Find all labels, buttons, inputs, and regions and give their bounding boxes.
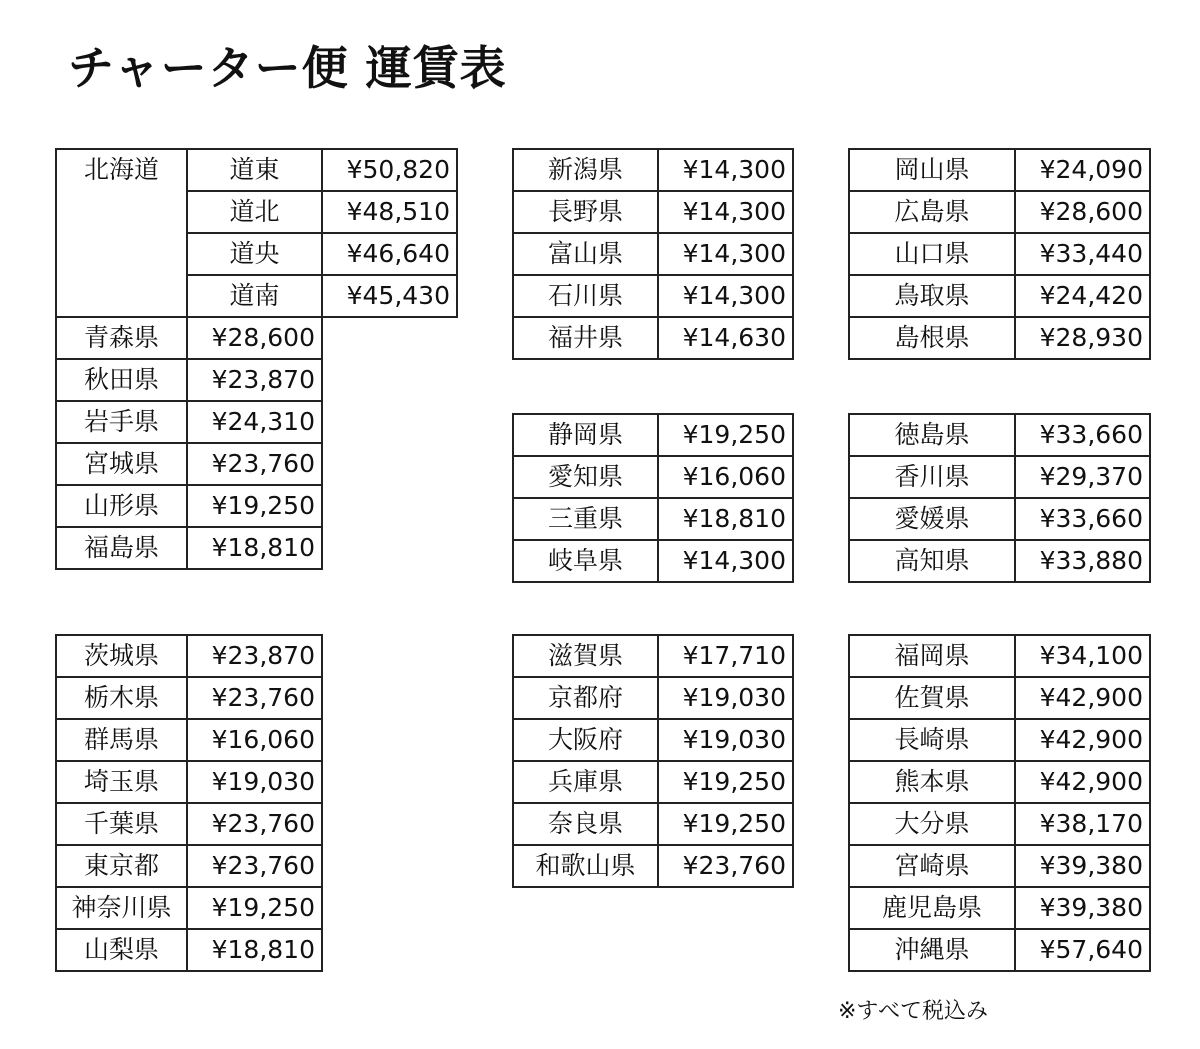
prefecture-name: 福島県 <box>56 527 187 569</box>
table-row <box>849 149 1150 191</box>
prefecture-name: 沖縄県 <box>849 929 1015 971</box>
table-row <box>56 317 457 359</box>
prefecture-price: ¥14,300 <box>658 275 793 317</box>
table-row <box>849 845 1150 887</box>
prefecture-price: ¥14,300 <box>658 540 793 582</box>
prefecture-name: 島根県 <box>849 317 1015 359</box>
table-hokkaido-tohoku <box>55 148 458 570</box>
prefecture-price: ¥23,870 <box>187 635 322 677</box>
prefecture-name: 石川県 <box>513 275 658 317</box>
prefecture-name: 宮崎県 <box>849 845 1015 887</box>
prefecture-name: 愛媛県 <box>849 498 1015 540</box>
area-name: 道南 <box>187 275 322 317</box>
prefecture-price: ¥23,760 <box>187 845 322 887</box>
area-name: 道北 <box>187 191 322 233</box>
table-row <box>56 677 322 719</box>
area-name: 道東 <box>187 149 322 191</box>
table-row <box>849 803 1150 845</box>
table-row <box>56 359 457 401</box>
prefecture-name: 和歌山県 <box>513 845 658 887</box>
table-row <box>849 719 1150 761</box>
prefecture-price: ¥19,250 <box>658 414 793 456</box>
prefecture-name: 山口県 <box>849 233 1015 275</box>
prefecture-name: 福岡県 <box>849 635 1015 677</box>
prefecture-price: ¥16,060 <box>658 456 793 498</box>
prefecture-name: 大分県 <box>849 803 1015 845</box>
prefecture-price: ¥24,090 <box>1015 149 1150 191</box>
area-price: ¥46,640 <box>322 233 457 275</box>
table-row <box>513 498 793 540</box>
table-row <box>513 233 793 275</box>
table-row <box>513 719 793 761</box>
table-kyushu <box>848 634 1151 972</box>
prefecture-name: 鹿児島県 <box>849 887 1015 929</box>
prefecture-price: ¥23,760 <box>187 803 322 845</box>
table-row <box>513 761 793 803</box>
prefecture-name: 広島県 <box>849 191 1015 233</box>
table-row <box>56 527 457 569</box>
table-chugoku <box>848 148 1151 360</box>
prefecture-price: ¥14,300 <box>658 149 793 191</box>
table-row <box>849 635 1150 677</box>
table-row <box>849 233 1150 275</box>
table-kinki <box>512 634 794 888</box>
prefecture-name: 鳥取県 <box>849 275 1015 317</box>
prefecture-price: ¥18,810 <box>187 527 322 569</box>
prefecture-price: ¥33,440 <box>1015 233 1150 275</box>
prefecture-name: 長野県 <box>513 191 658 233</box>
table-row <box>849 887 1150 929</box>
table-row <box>513 317 793 359</box>
area-price: ¥45,430 <box>322 275 457 317</box>
prefecture-name: 山形県 <box>56 485 187 527</box>
table-row <box>56 485 457 527</box>
empty-cell <box>322 401 457 443</box>
prefecture-name: 茨城県 <box>56 635 187 677</box>
prefecture-price: ¥23,760 <box>658 845 793 887</box>
table-row <box>849 761 1150 803</box>
prefecture-name: 香川県 <box>849 456 1015 498</box>
table-row <box>849 414 1150 456</box>
prefecture-name: 千葉県 <box>56 803 187 845</box>
empty-cell <box>322 485 457 527</box>
area-name: 道央 <box>187 233 322 275</box>
prefecture-price: ¥19,250 <box>658 761 793 803</box>
prefecture-name: 愛知県 <box>513 456 658 498</box>
table-row <box>56 803 322 845</box>
prefecture-name: 熊本県 <box>849 761 1015 803</box>
prefecture-price: ¥19,250 <box>658 803 793 845</box>
page-title: チャーター便 運賃表 <box>68 41 507 95</box>
table-row <box>513 456 793 498</box>
prefecture-name: 群馬県 <box>56 719 187 761</box>
table-row <box>849 317 1150 359</box>
table-row <box>849 677 1150 719</box>
prefecture-name: 富山県 <box>513 233 658 275</box>
prefecture-name: 栃木県 <box>56 677 187 719</box>
prefecture-price: ¥19,030 <box>658 677 793 719</box>
area-price: ¥48,510 <box>322 191 457 233</box>
prefecture-name: 岡山県 <box>849 149 1015 191</box>
table-row <box>513 149 793 191</box>
prefecture-name: 高知県 <box>849 540 1015 582</box>
prefecture-price: ¥24,310 <box>187 401 322 443</box>
table-row <box>56 149 457 191</box>
prefecture-price: ¥17,710 <box>658 635 793 677</box>
table-row <box>56 401 457 443</box>
table-row <box>513 635 793 677</box>
table-row <box>56 761 322 803</box>
prefecture-name: 大阪府 <box>513 719 658 761</box>
prefecture-price: ¥19,030 <box>187 761 322 803</box>
table-row <box>513 191 793 233</box>
table-row <box>849 275 1150 317</box>
prefecture-name: 京都府 <box>513 677 658 719</box>
prefecture-name: 三重県 <box>513 498 658 540</box>
prefecture-name: 秋田県 <box>56 359 187 401</box>
prefecture-name: 静岡県 <box>513 414 658 456</box>
prefecture-price: ¥14,300 <box>658 233 793 275</box>
table-row <box>56 635 322 677</box>
table-row <box>513 803 793 845</box>
prefecture-price: ¥14,630 <box>658 317 793 359</box>
prefecture-price: ¥23,760 <box>187 443 322 485</box>
table-row <box>849 540 1150 582</box>
prefecture-price: ¥19,250 <box>187 887 322 929</box>
prefecture-name: 岩手県 <box>56 401 187 443</box>
prefecture-name: 兵庫県 <box>513 761 658 803</box>
prefecture-price: ¥24,420 <box>1015 275 1150 317</box>
prefecture-price: ¥42,900 <box>1015 761 1150 803</box>
table-row <box>56 443 457 485</box>
empty-cell <box>322 317 457 359</box>
prefecture-name: 奈良県 <box>513 803 658 845</box>
table-row <box>513 845 793 887</box>
prefecture-name: 宮城県 <box>56 443 187 485</box>
prefecture-price: ¥33,660 <box>1015 414 1150 456</box>
prefecture-price: ¥19,030 <box>658 719 793 761</box>
prefecture-name: 徳島県 <box>849 414 1015 456</box>
prefecture-price: ¥28,600 <box>187 317 322 359</box>
table-kanto <box>55 634 323 972</box>
prefecture-price: ¥18,810 <box>187 929 322 971</box>
prefecture-price: ¥39,380 <box>1015 887 1150 929</box>
prefecture-price: ¥28,600 <box>1015 191 1150 233</box>
table-tokai <box>512 413 794 583</box>
tax-note: ※すべて税込み <box>838 999 988 1024</box>
table-row <box>849 498 1150 540</box>
table-row <box>849 929 1150 971</box>
table-row <box>849 191 1150 233</box>
table-row <box>56 929 322 971</box>
table-row <box>849 456 1150 498</box>
empty-cell <box>322 443 457 485</box>
prefecture-name: 佐賀県 <box>849 677 1015 719</box>
prefecture-price: ¥33,880 <box>1015 540 1150 582</box>
prefecture-price: ¥19,250 <box>187 485 322 527</box>
prefecture-price: ¥14,300 <box>658 191 793 233</box>
prefecture-name: 東京都 <box>56 845 187 887</box>
prefecture-name: 新潟県 <box>513 149 658 191</box>
prefecture-price: ¥28,930 <box>1015 317 1150 359</box>
prefecture-name: 神奈川県 <box>56 887 187 929</box>
area-price: ¥50,820 <box>322 149 457 191</box>
empty-cell <box>322 527 457 569</box>
prefecture-name: 滋賀県 <box>513 635 658 677</box>
table-row <box>513 540 793 582</box>
prefecture-price: ¥23,760 <box>187 677 322 719</box>
prefecture-price: ¥18,810 <box>658 498 793 540</box>
table-row <box>513 275 793 317</box>
prefecture-price: ¥42,900 <box>1015 677 1150 719</box>
prefecture-price: ¥23,870 <box>187 359 322 401</box>
empty-cell <box>322 359 457 401</box>
table-row <box>513 414 793 456</box>
prefecture-name: 福井県 <box>513 317 658 359</box>
prefecture-price: ¥38,170 <box>1015 803 1150 845</box>
prefecture-price: ¥57,640 <box>1015 929 1150 971</box>
table-row <box>56 719 322 761</box>
prefecture-name: 青森県 <box>56 317 187 359</box>
region-name: 北海道 <box>56 149 187 317</box>
prefecture-name: 山梨県 <box>56 929 187 971</box>
prefecture-price: ¥33,660 <box>1015 498 1150 540</box>
prefecture-price: ¥42,900 <box>1015 719 1150 761</box>
table-shikoku <box>848 413 1151 583</box>
prefecture-name: 長崎県 <box>849 719 1015 761</box>
prefecture-price: ¥34,100 <box>1015 635 1150 677</box>
prefecture-price: ¥39,380 <box>1015 845 1150 887</box>
prefecture-name: 埼玉県 <box>56 761 187 803</box>
table-row <box>513 677 793 719</box>
prefecture-name: 岐阜県 <box>513 540 658 582</box>
table-hokuriku <box>512 148 794 360</box>
table-row <box>56 845 322 887</box>
prefecture-price: ¥16,060 <box>187 719 322 761</box>
prefecture-price: ¥29,370 <box>1015 456 1150 498</box>
table-row <box>56 887 322 929</box>
